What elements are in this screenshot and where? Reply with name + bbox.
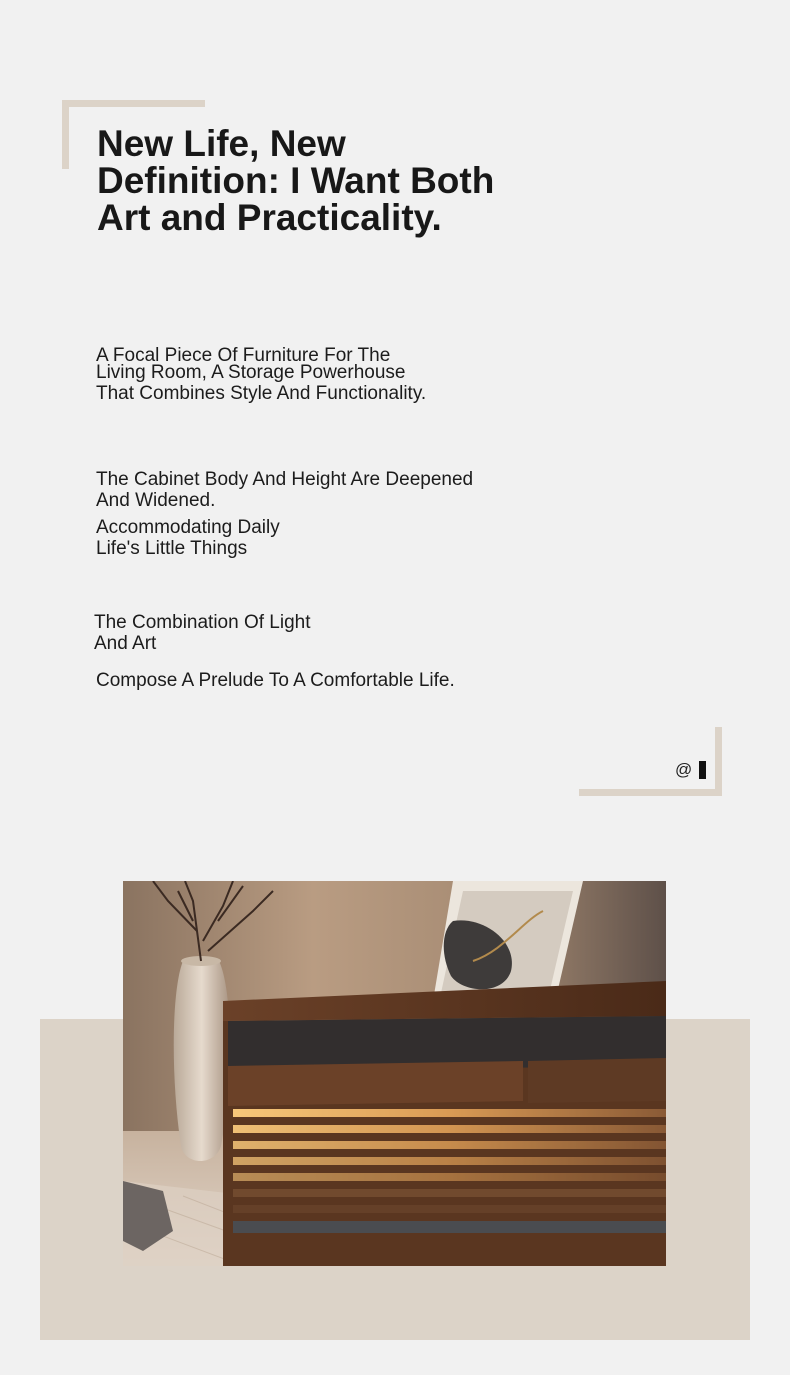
cursor-bar [699, 761, 706, 779]
decorative-frame-top-left-horizontal [62, 100, 205, 107]
focal-piece-text [96, 345, 566, 404]
decorative-frame-bottom-right-vertical [715, 727, 722, 796]
cabinet-line-1: The Cabinet Body And Height Are Deepened [96, 469, 474, 490]
decorative-frame-top-left-vertical [62, 100, 69, 169]
tv-cabinet-photo [123, 881, 666, 1266]
prelude-line-1: Compose A Prelude To A Comfortable Life. [96, 670, 455, 691]
daily-line-1: Accommodating Daily [96, 517, 280, 538]
corner-mark: @ [675, 760, 693, 779]
page-title [97, 125, 557, 236]
title-line-2: Definition: I Want Both [97, 160, 495, 201]
title-line-3: Art and Practicality. [97, 197, 442, 238]
light-art-line-2: And Art [94, 633, 157, 654]
cabinet-body-text [96, 469, 566, 511]
daily-life-text [96, 517, 356, 559]
title-line-1: New Life, New [97, 123, 346, 164]
prelude-text [96, 670, 566, 691]
focal-line-1: A Focal Piece Of Furniture For The [96, 345, 391, 366]
daily-line-2: Life's Little Things [96, 538, 248, 559]
focal-line-2: Living Room, A Storage Powerhouse [96, 362, 406, 383]
light-art-line-1: The Combination Of Light [94, 612, 311, 633]
light-art-text [94, 612, 354, 654]
focal-line-3: That Combines Style And Functionality. [96, 383, 427, 404]
decorative-frame-bottom-right-horizontal [579, 789, 722, 796]
cabinet-line-2: And Widened. [96, 490, 216, 511]
